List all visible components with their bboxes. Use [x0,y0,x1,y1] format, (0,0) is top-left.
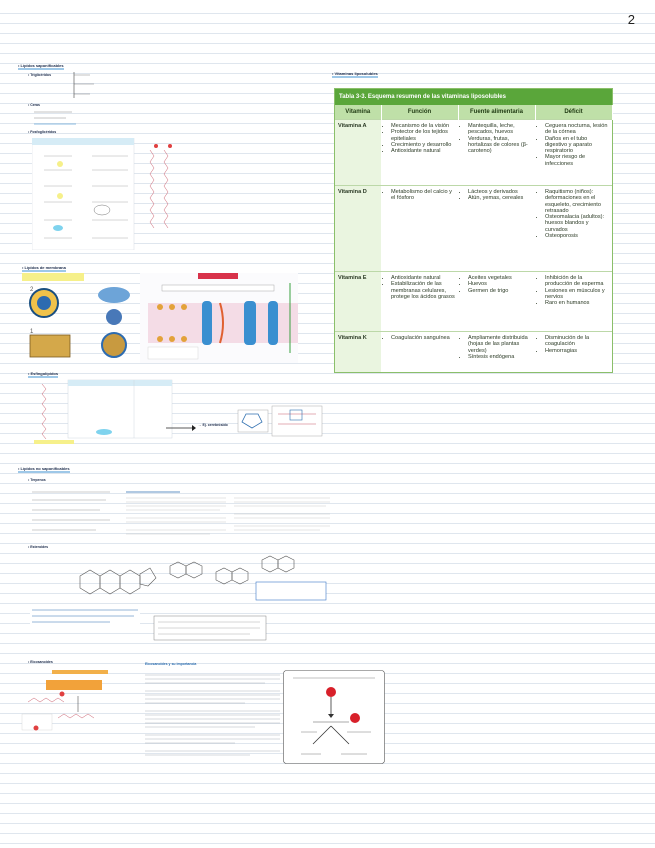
list-item: • Antioxidante natural [391,148,455,154]
list-item: • Protector de los tejidos epiteliales [391,129,455,142]
table-row [335,332,612,372]
table-row [335,120,612,186]
cerebroside-label: → Ej. cerebrósido [198,423,228,427]
header-vitamina: Vitamina [335,105,381,120]
list-item: • Verduras, frutas, hortalizas de colores (β-caroteno) [468,136,532,155]
membrane-lipids-figure [22,273,152,363]
vitamin-table-caption: Tabla 3-3. Esquema resumen de las vitaminas liposolubles [335,89,612,105]
cerebroside-structure [236,404,326,438]
subheading-ceras: • Ceras [28,103,40,107]
triglyceride-structure [60,70,105,100]
list-item: • Atún, yemas, cereales [468,195,532,201]
list-item: • Huevos [468,281,532,287]
heading-lipidos-membrana: • Lípidos de membrana [22,265,66,270]
phosphoglyceride-table-figure [32,138,182,250]
table-row [335,272,612,332]
list-item: • Osteoporosis [545,233,609,239]
subheading-eicosanoides: • Eicosanoides [28,660,53,664]
list-item: • Raquitismo (niños): deformaciones en el esqueleto, crecimiento retrasado [545,189,609,214]
heading-lipidos-insaponificables: • Lípidos no saponificables [18,466,70,471]
vitamin-name: Vitamina D [335,186,381,272]
list-item: • Mantequilla, leche, pescados, huevos [468,123,532,136]
heading-vitaminas-liposolubles: • Vitaminas liposolubles [332,71,378,76]
list-item: • Estabilización de las membranas celulares, protege los ácidos grasos [391,281,455,300]
table-row [335,186,612,272]
list-item: • Metabolismo del calcio y el fósforo [391,189,455,202]
list-item: • Mayor riesgo de infecciones [545,154,609,167]
header-deficit: Déficit [535,105,612,120]
list-item: • Inhibición de la producción de esperma [545,275,609,288]
list-item: • Mecanismo de la visión [391,123,455,129]
list-item: • Disminución de la coagulación [545,335,609,348]
subheading-terpenos: • Terpenos [28,478,46,482]
list-item: • Ceguera nocturna, lesión de la córnea [545,123,609,136]
terpenes-text-block [30,488,330,538]
heading-esfingolipidos: • Esfingolípidos [28,371,59,376]
vitamin-name: Vitamina A [335,120,381,186]
list-item: • Hemorragias [545,348,609,354]
eicosanoids-heading: Eicosanoides y su importancia [145,662,197,666]
list-item: • Antioxidante natural [391,275,455,281]
list-item: • Lesiones en músculos y nervios [545,288,609,301]
header-fuente: Fuente alimentaria [458,105,535,120]
arrow-to-cerebroside [166,424,196,432]
eicosanoids-text-block [145,671,280,761]
list-item: • Osteomalacia (adultos): huesos blandos y curvados [545,214,609,233]
cell-membrane-diagram [140,273,298,363]
svg-text:1: 1 [30,329,34,335]
list-item: • Aceites vegetales [468,275,532,281]
svg-text:2: 2 [30,287,34,293]
subheading-fosfogliceridos: • Fosfoglicéridos [28,130,57,134]
list-item: • Coagulación sanguínea [391,335,455,341]
vitamin-table [334,88,613,373]
heading-lipidos-saponificables: • Lípidos saponificables [18,63,64,68]
wax-notes [32,108,82,130]
eicosanoids-flow-diagram [283,670,385,764]
eicosanoids-pathway-figure [18,668,128,746]
sphingolipid-figure [34,378,174,448]
subheading-esteroides: • Esteroides [28,545,49,549]
list-item: • Ampliamente distribuida (hojas de las plantas verdes) [468,335,532,354]
list-item: • Daños en el tubo digestivo y aparato respiratorio [545,136,609,155]
steroids-figure [30,552,330,644]
list-item: • Raro en humanos [545,300,609,306]
header-funcion: Función [381,105,458,120]
page-number: 2 [627,12,635,27]
list-item: • Crecimiento y desarrollo [391,142,455,148]
vitamin-name: Vitamina E [335,272,381,332]
subheading-trigliceridos: • Triglicéridos [28,73,52,77]
list-item: • Germen de trigo [468,288,532,294]
list-item: • Lácteos y derivados [468,189,532,195]
vitamin-name: Vitamina K [335,332,381,372]
list-item: • Síntesis endógena [468,354,532,360]
